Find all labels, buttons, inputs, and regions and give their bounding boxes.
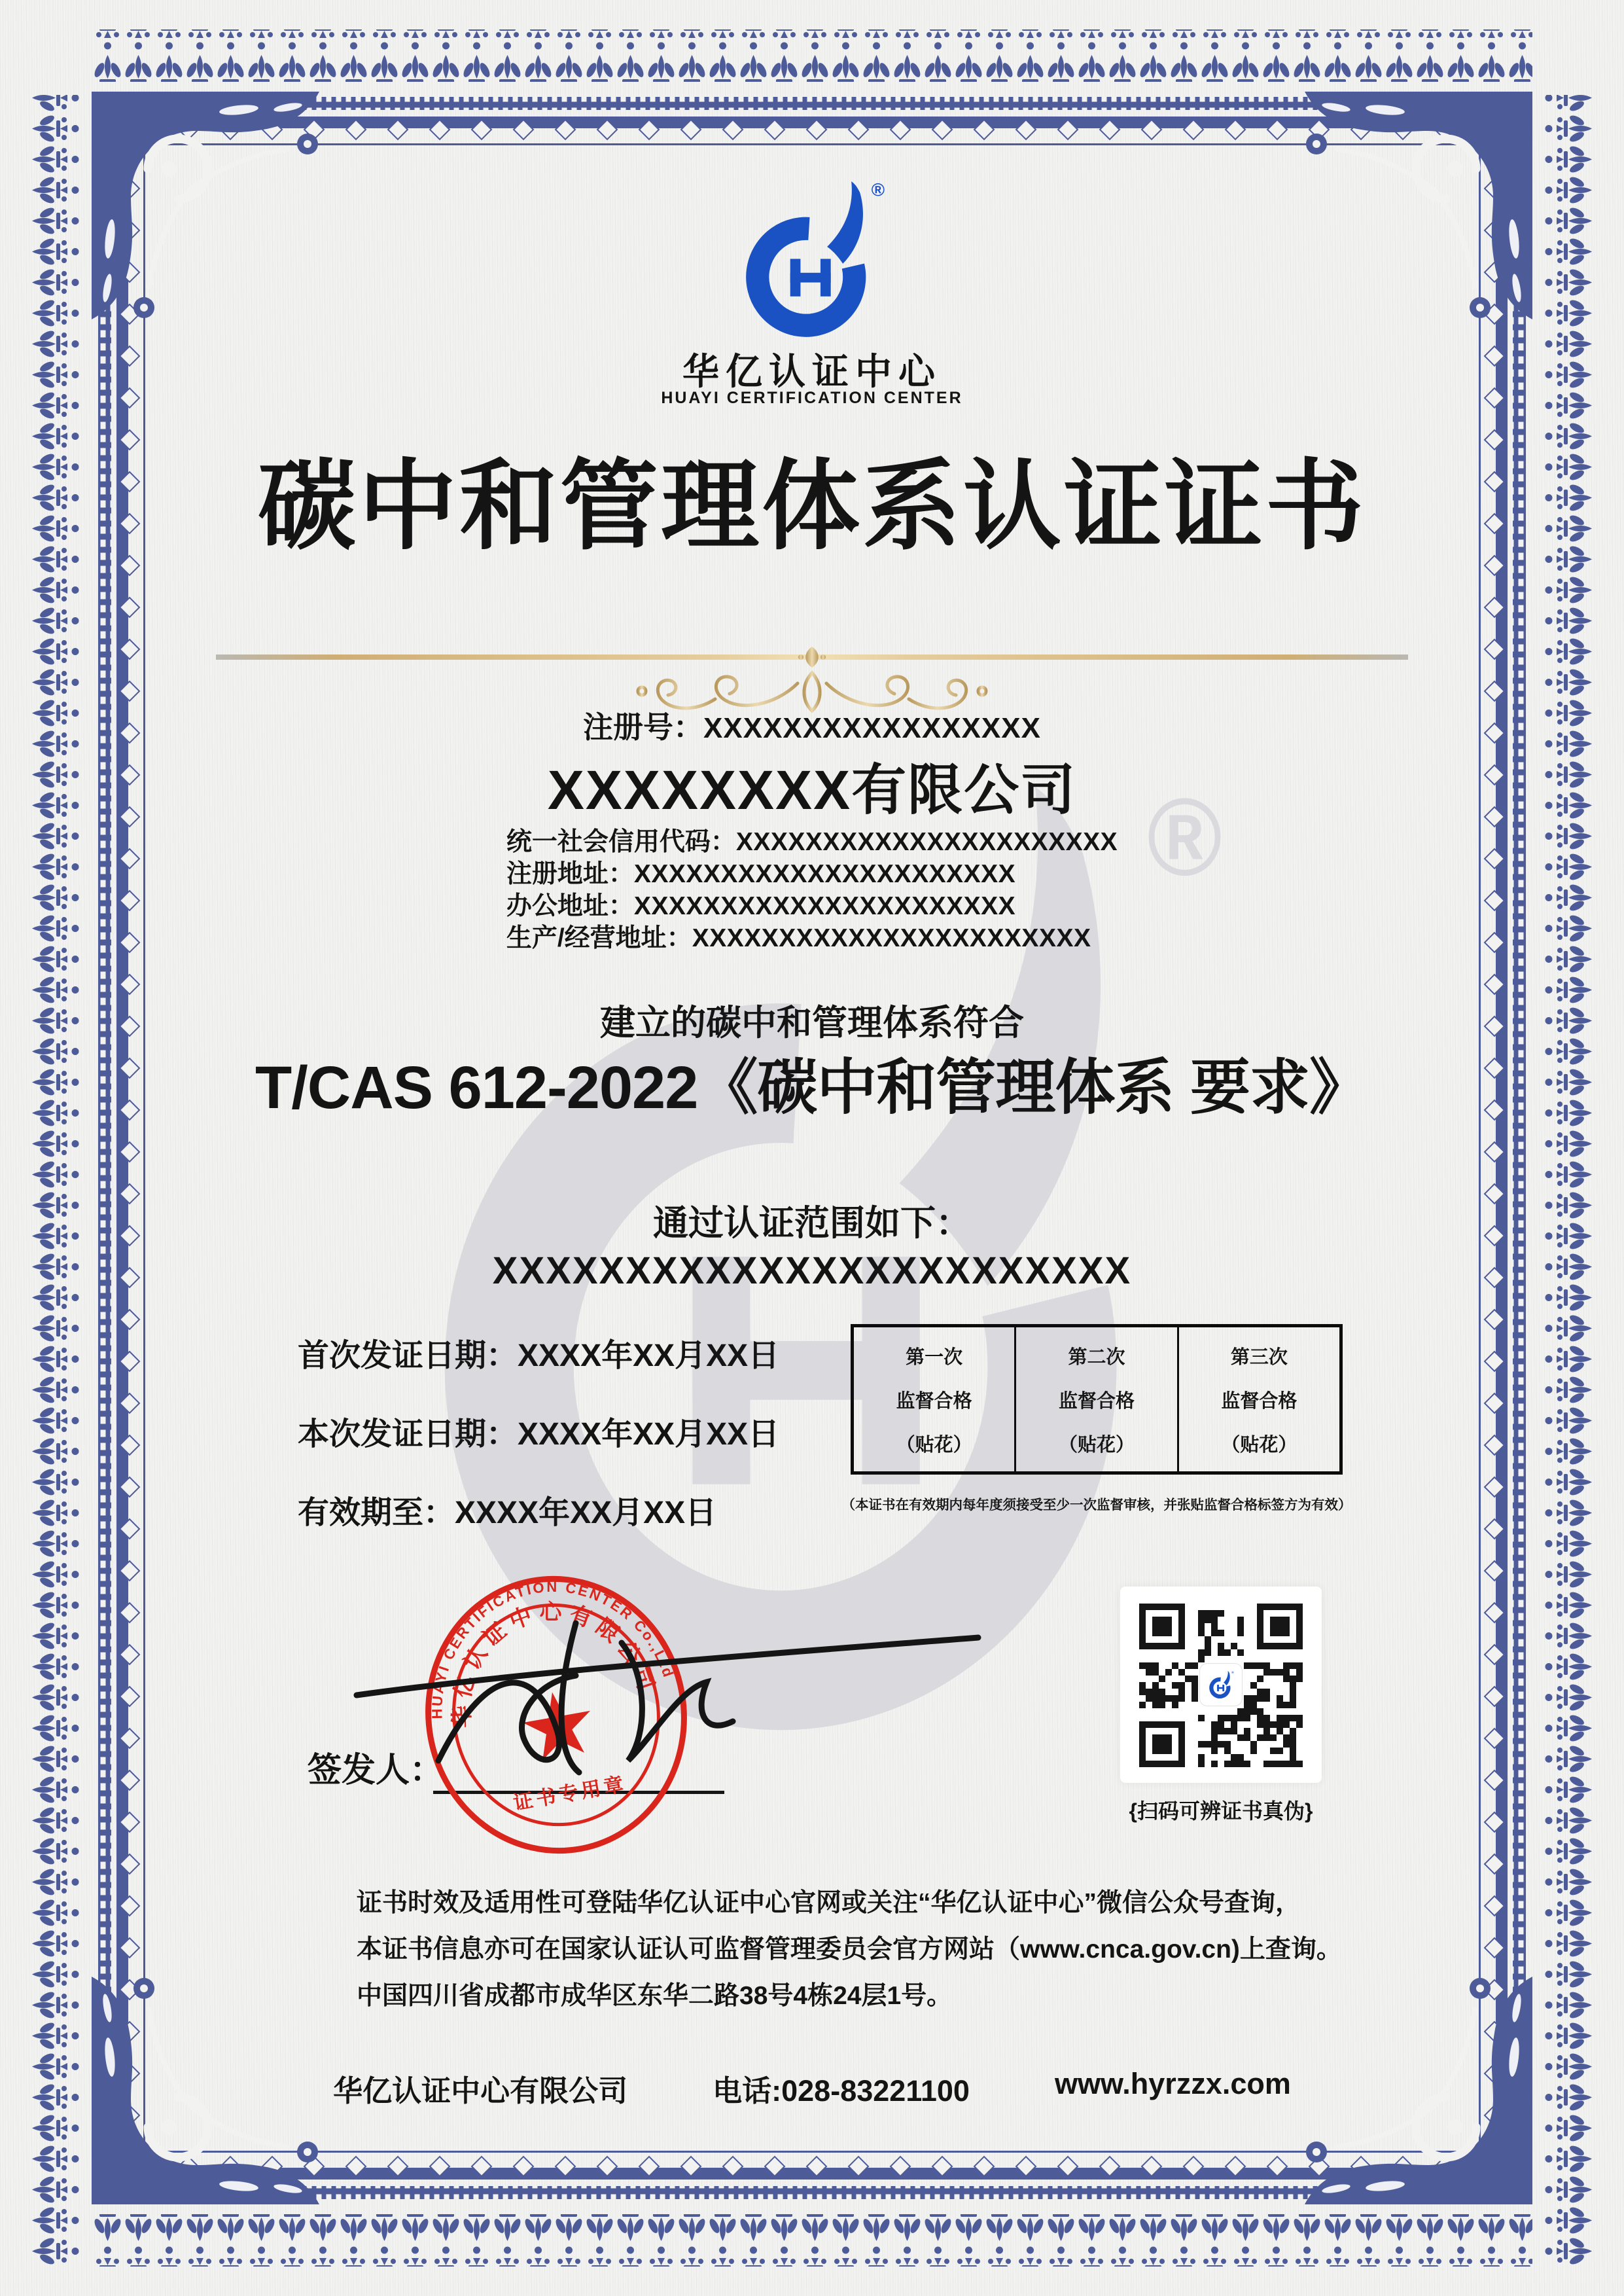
qr-center-logo: [1199, 1663, 1243, 1706]
expiry-date: 有效期至：XXXX年XX月XX日: [298, 1496, 717, 1530]
info-row-registered-address: 注册地址：XXXXXXXXXXXXXXXXXXXXXX: [506, 860, 1016, 888]
supervision-cell-3: 第三次 监督合格 （贴花）: [1177, 1327, 1339, 1471]
footer-phone: 电话:028-83221100: [713, 2074, 970, 2108]
seal-bottom-text: 证书专用章: [512, 1773, 629, 1815]
qr-center-logo-icon: [1207, 1670, 1235, 1700]
info-row-credit-code: 统一社会信用代码：XXXXXXXXXXXXXXXXXXXXXX: [506, 828, 1118, 856]
footnote-1: 证书时效及适用性可登陆华亿认证中心官网或关注“华亿认证中心”微信公众号查询，: [357, 1889, 1301, 1917]
company-name: XXXXXXXX有限公司: [547, 759, 1077, 821]
footer-company: 华亿认证中心有限公司: [333, 2074, 628, 2108]
registration-number-label: 注册号：: [583, 710, 704, 744]
footnote-3: 中国四川省成都市成华区东华二路38号4栋24层1号。: [357, 1982, 953, 2010]
supervision-table: [851, 1324, 1343, 1475]
supervision-cell-2: 第二次 监督合格 （贴花）: [1014, 1327, 1176, 1471]
certificate-title: 碳中和管理体系认证证书: [257, 451, 1366, 561]
qr-code: [1120, 1587, 1322, 1783]
current-issue-date: 本次发证日期：XXXX年XX月XX日: [298, 1417, 780, 1452]
standard-reference: T/CAS 612-2022《碳中和管理体系 要求》: [255, 1054, 1369, 1121]
seal-inner-text: 华亿认证中心有限公司: [449, 1600, 661, 1729]
supervision-note: （本证书在有效期内每年度须接受至少一次监督审核，并张贴监督合格标签方为有效）: [841, 1498, 1352, 1513]
scope-value: XXXXXXXXXXXXXXXXXXXXXXXX: [492, 1249, 1132, 1292]
footer-website: www.hyrzzx.com: [1054, 2067, 1291, 2100]
logo-name-en: HUAYI CERTIFICATION CENTER: [661, 389, 963, 407]
signature-icon: [340, 1597, 1001, 1793]
first-issue-date: 首次发证日期：XXXX年XX月XX日: [298, 1338, 780, 1373]
footnote-2: 本证书信息亦可在国家认证认可监督管理委员会官方网站（www.cnca.gov.cn)上查询。: [357, 1935, 1342, 1964]
info-row-operation-address: 生产/经营地址：XXXXXXXXXXXXXXXXXXXXXXX: [506, 924, 1091, 952]
info-row-office-address: 办公地址：XXXXXXXXXXXXXXXXXXXXXX: [506, 892, 1016, 920]
huayi-logo-icon: [730, 174, 894, 344]
conformity-statement: 建立的碳中和管理体系符合: [600, 1003, 1024, 1043]
registration-number-value: XXXXXXXXXXXXXXXXX: [703, 712, 1041, 744]
date-block: [298, 1330, 779, 1566]
scope-label: 通过认证范围如下：: [653, 1204, 971, 1243]
footnotes: [357, 1880, 1342, 2019]
signer-label: 签发人：: [308, 1751, 444, 1789]
footer: [0, 2067, 1624, 2109]
seal-outer-text: HUAYI CERTIFICATION CENTER Co.,Ltd: [429, 1578, 678, 1719]
company-info-block: [506, 826, 1118, 954]
registration-number: [0, 704, 1624, 747]
supervision-cell-1: 第一次 监督合格 （贴花）: [896, 1346, 972, 1456]
logo-name-cn: 华亿认证中心: [682, 351, 942, 392]
qr-caption: {扫码可辨证书真伪}: [1129, 1799, 1313, 1823]
